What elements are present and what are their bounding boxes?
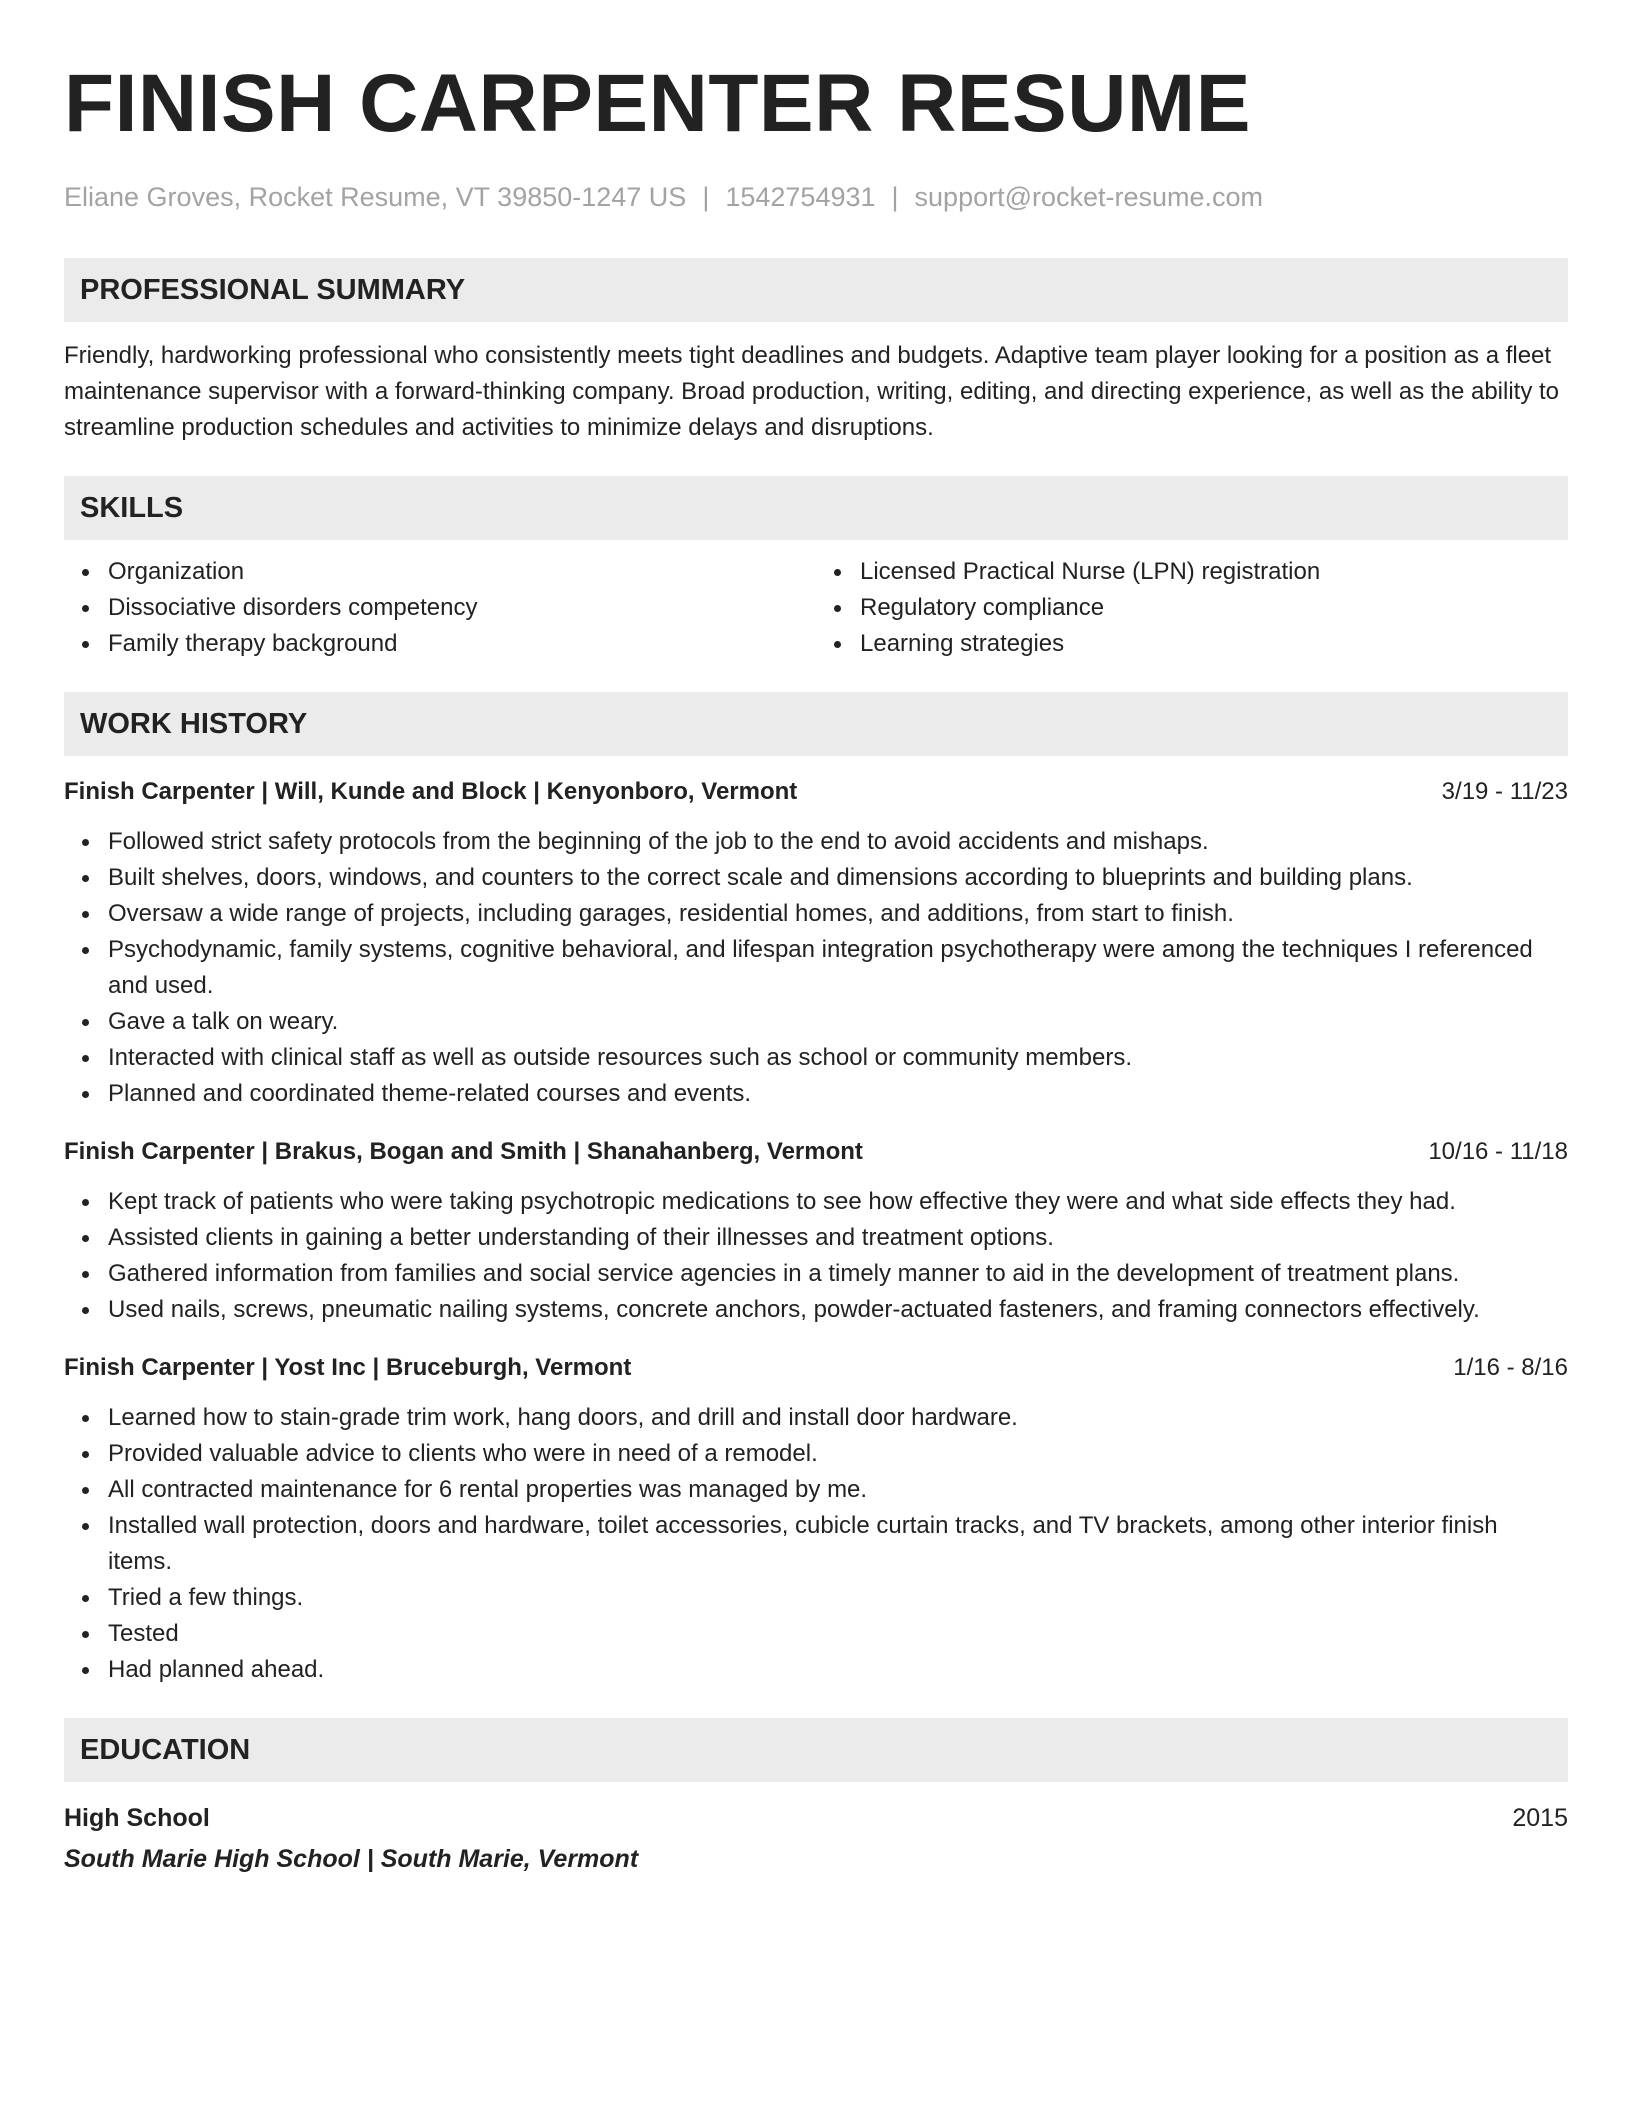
job-dates: 3/19 - 11/23	[1441, 778, 1568, 805]
skill-item: Learning strategies	[816, 626, 1568, 662]
skill-item: Licensed Practical Nurse (LPN) registration	[816, 554, 1568, 590]
section-title: PROFESSIONAL SUMMARY	[80, 273, 466, 306]
job-bullet: Planned and coordinated theme-related courses and events.	[64, 1076, 1568, 1112]
skills-grid	[64, 554, 1568, 662]
job-title: Finish Carpenter | Will, Kunde and Block | Kenyonboro, Vermont	[64, 778, 798, 805]
contact-address: Eliane Groves, Rocket Resume, VT 39850-1247 US	[64, 182, 687, 212]
job-bullet: Tested	[64, 1616, 1568, 1652]
job-header	[64, 1350, 1568, 1386]
section-header-summary	[64, 258, 1568, 322]
job-bullet: Built shelves, doors, windows, and counters to the correct scale and dimensions according to blueprints and building plans.	[64, 860, 1568, 896]
contact-phone: 1542754931	[725, 182, 876, 212]
job-bullet: Gathered information from families and social service agencies in a timely manner to aid in the development of treatment plans.	[64, 1256, 1568, 1292]
education-entry	[64, 1800, 1568, 1876]
section-title: WORK HISTORY	[80, 707, 308, 740]
section-header-work-history	[64, 692, 1568, 756]
skill-item: Dissociative disorders competency	[64, 590, 816, 626]
job-bullet: Assisted clients in gaining a better understanding of their illnesses and treatment options.	[64, 1220, 1568, 1256]
job-bullet: All contracted maintenance for 6 rental properties was managed by me.	[64, 1472, 1568, 1508]
job-bullets	[64, 1184, 1568, 1328]
job-bullets	[64, 1400, 1568, 1688]
job-bullet: Oversaw a wide range of projects, including garages, residential homes, and additions, from start to finish.	[64, 896, 1568, 932]
job-title: Finish Carpenter | Brakus, Bogan and Smith | Shanahanberg, Vermont	[64, 1138, 863, 1165]
job-entry	[64, 1350, 1568, 1688]
job-bullet: Used nails, screws, pneumatic nailing systems, concrete anchors, powder-actuated fasteners, and framing connectors effectively.	[64, 1292, 1568, 1328]
section-header-skills	[64, 476, 1568, 540]
job-bullet: Provided valuable advice to clients who were in need of a remodel.	[64, 1436, 1568, 1472]
job-bullet: Had planned ahead.	[64, 1652, 1568, 1688]
job-bullet: Kept track of patients who were taking psychotropic medications to see how effective they were and what side effects they had.	[64, 1184, 1568, 1220]
contact-separator: |	[891, 182, 899, 212]
section-header-education	[64, 1718, 1568, 1782]
job-dates: 10/16 - 11/18	[1428, 1138, 1568, 1165]
section-title: EDUCATION	[80, 1733, 251, 1766]
contact-email: support@rocket-resume.com	[914, 182, 1264, 212]
skill-item: Organization	[64, 554, 816, 590]
education-school: South Marie High School | South Marie, Vermont	[64, 1845, 639, 1873]
job-bullet: Installed wall protection, doors and hardware, toilet accessories, cubicle curtain tracks, and TV brackets, among other interior finish items.	[64, 1508, 1568, 1580]
job-bullet: Followed strict safety protocols from the beginning of the job to the end to avoid accidents and mishaps.	[64, 824, 1568, 860]
skill-item: Regulatory compliance	[816, 590, 1568, 626]
contact-separator: |	[702, 182, 710, 212]
resume-title: FINISH CARPENTER RESUME	[64, 58, 1251, 149]
job-bullet: Gave a talk on weary.	[64, 1004, 1568, 1040]
summary-text: Friendly, hardworking professional who consistently meets tight deadlines and budgets. Adaptive team player looking for a position as a fleet maintenance supervisor with a forward-thinking company. Broad production, writing, editing, and directing experience, as well as the ability to streamline production schedules and activities to minimize delays and disruptions.	[64, 342, 1560, 441]
job-bullet: Interacted with clinical staff as well as outside resources such as school or community members.	[64, 1040, 1568, 1076]
education-degree: High School	[64, 1804, 210, 1832]
skills-column-right	[816, 554, 1568, 662]
job-bullet: Learned how to stain-grade trim work, hang doors, and drill and install door hardware.	[64, 1400, 1568, 1436]
contact-line	[64, 180, 1568, 214]
job-bullets	[64, 824, 1568, 1112]
job-header	[64, 1134, 1568, 1170]
skills-column-left	[64, 554, 816, 662]
job-dates: 1/16 - 8/16	[1453, 1354, 1568, 1381]
job-entry	[64, 1134, 1568, 1328]
education-year: 2015	[1512, 1804, 1568, 1832]
job-entry	[64, 774, 1568, 1112]
skill-item: Family therapy background	[64, 626, 816, 662]
section-title: SKILLS	[80, 491, 184, 524]
job-bullet: Psychodynamic, family systems, cognitive behavioral, and lifespan integration psychotherapy were among the techniques I referenced and used.	[64, 932, 1568, 1004]
job-bullet: Tried a few things.	[64, 1580, 1568, 1616]
job-header	[64, 774, 1568, 810]
job-title: Finish Carpenter | Yost Inc | Bruceburgh, Vermont	[64, 1354, 632, 1381]
education-header	[64, 1800, 1568, 1836]
